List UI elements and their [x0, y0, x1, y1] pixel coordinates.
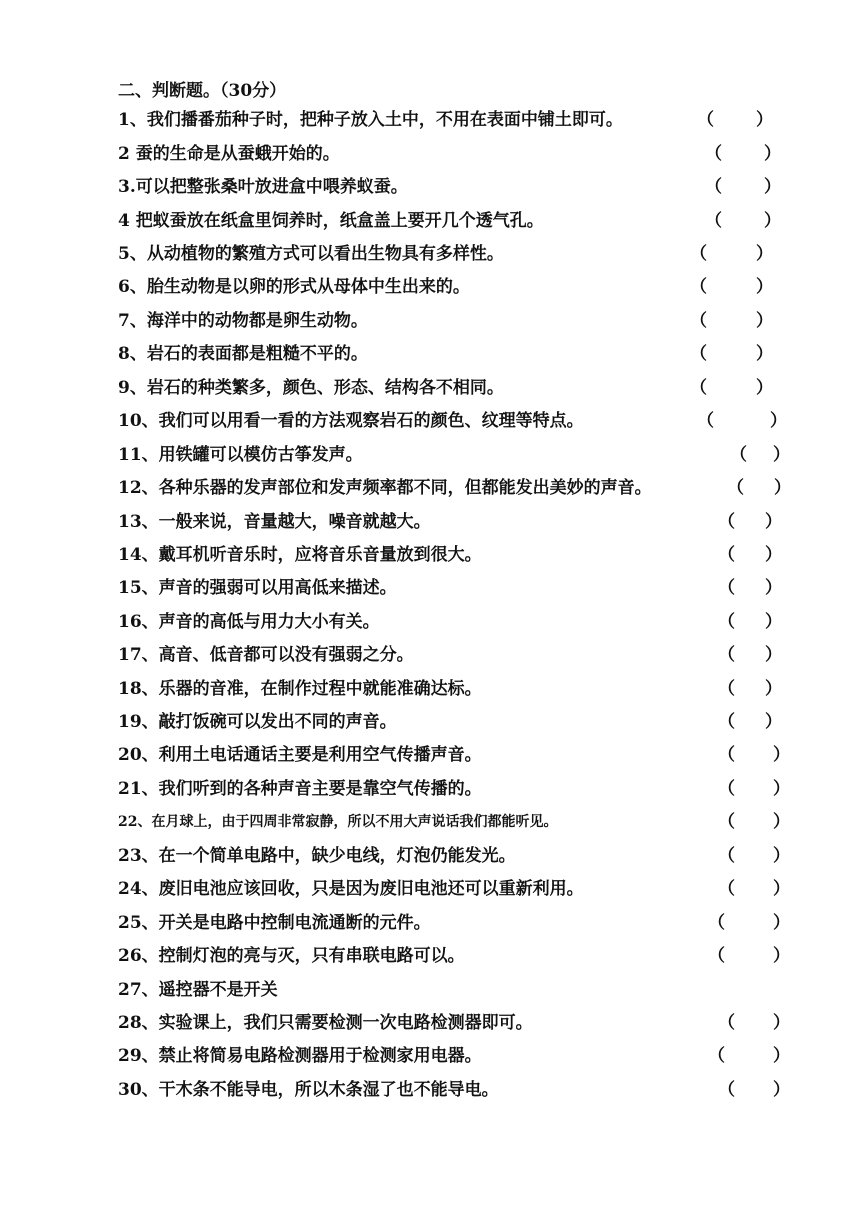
- open-paren: （: [697, 411, 714, 431]
- question-text: 12、各种乐器的发声部位和发声频率都不同，但都能发出美妙的声音。: [118, 478, 652, 498]
- close-paren: ）: [773, 745, 790, 765]
- close-paren: ）: [756, 344, 773, 364]
- close-paren: ）: [773, 879, 790, 899]
- question-text: 7、海洋中的动物都是卵生动物。: [118, 311, 368, 331]
- open-paren: （: [727, 478, 744, 498]
- open-paren: （: [730, 445, 747, 465]
- answer-blank[interactable]: [690, 376, 773, 400]
- open-paren: （: [718, 512, 735, 532]
- close-paren: ）: [765, 645, 782, 665]
- answer-blank[interactable]: [718, 1078, 790, 1102]
- answer-blank[interactable]: [718, 543, 782, 567]
- close-paren: ）: [765, 512, 782, 532]
- answer-blank[interactable]: [727, 476, 791, 500]
- open-paren: （: [690, 311, 707, 331]
- close-paren: ）: [773, 946, 790, 966]
- close-paren: ）: [773, 812, 790, 832]
- close-paren: ）: [764, 211, 781, 231]
- question-text: 24、废旧电池应该回收，只是因为废旧电池还可以重新利用。: [118, 879, 584, 899]
- question-text: 16、声音的高低与用力大小有关。: [118, 612, 380, 632]
- answer-blank[interactable]: [718, 643, 782, 667]
- open-paren: （: [708, 946, 725, 966]
- close-paren: ）: [765, 578, 782, 598]
- open-paren: （: [718, 712, 735, 732]
- answer-blank[interactable]: [708, 944, 790, 968]
- answer-blank[interactable]: [690, 342, 773, 366]
- answer-blank[interactable]: [718, 510, 782, 534]
- answer-blank[interactable]: [705, 142, 781, 166]
- open-paren: （: [718, 1080, 735, 1100]
- answer-blank[interactable]: [708, 911, 790, 935]
- close-paren: ）: [773, 1013, 790, 1033]
- open-paren: （: [690, 378, 707, 398]
- open-paren: （: [708, 913, 725, 933]
- close-paren: ）: [770, 411, 787, 431]
- open-paren: （: [718, 812, 735, 832]
- open-paren: （: [718, 1013, 735, 1033]
- answer-blank[interactable]: [705, 209, 781, 233]
- question-text: 26、控制灯泡的亮与灭，只有串联电路可以。: [118, 946, 465, 966]
- close-paren: ）: [756, 110, 773, 130]
- open-paren: （: [718, 846, 735, 866]
- answer-blank[interactable]: [718, 576, 782, 600]
- open-paren: （: [718, 545, 735, 565]
- open-paren: （: [705, 144, 722, 164]
- question-text: 28、实验课上，我们只需要检测一次电路检测器即可。: [118, 1013, 533, 1033]
- answer-blank[interactable]: [718, 777, 790, 801]
- close-paren: ）: [765, 679, 782, 699]
- answer-blank[interactable]: [690, 309, 773, 333]
- question-text: 9、岩石的种类繁多，颜色、形态、结构各不相同。: [118, 378, 504, 398]
- question-text: 29、禁止将简易电路检测器用于检测家用电器。: [118, 1046, 482, 1066]
- question-text: 23、在一个简单电路中，缺少电线，灯泡仍能发光。: [118, 846, 516, 866]
- close-paren: ）: [756, 277, 773, 297]
- open-paren: （: [697, 110, 714, 130]
- answer-blank[interactable]: [697, 409, 787, 433]
- section-title: 二、判断题。（30分）: [118, 81, 287, 101]
- question-text: 2 蚕的生命是从蚕蛾开始的。: [118, 144, 340, 164]
- answer-blank[interactable]: [697, 108, 773, 132]
- close-paren: ）: [764, 144, 781, 164]
- question-text: 6、胎生动物是以卵的形式从母体中生出来的。: [118, 277, 470, 297]
- close-paren: ）: [756, 378, 773, 398]
- question-text: 14、戴耳机听音乐时，应将音乐音量放到很大。: [118, 545, 482, 565]
- answer-blank[interactable]: [718, 877, 790, 901]
- answer-blank[interactable]: [718, 1011, 790, 1035]
- question-text: 30、干木条不能导电，所以木条湿了也不能导电。: [118, 1080, 499, 1100]
- question-text: 13、一般来说，音量越大，噪音就越大。: [118, 512, 431, 532]
- answer-blank[interactable]: [690, 275, 773, 299]
- open-paren: （: [690, 244, 707, 264]
- question-text: 21、我们听到的各种声音主要是靠空气传播的。: [118, 779, 482, 799]
- close-paren: ）: [765, 612, 782, 632]
- close-paren: ）: [756, 311, 773, 331]
- answer-blank[interactable]: [690, 242, 773, 266]
- open-paren: （: [718, 645, 735, 665]
- answer-blank[interactable]: [705, 175, 781, 199]
- question-text: 4 把蚁蚕放在纸盒里饲养时，纸盒盖上要开几个透气孔。: [118, 211, 544, 231]
- open-paren: （: [718, 612, 735, 632]
- open-paren: （: [705, 177, 722, 197]
- open-paren: （: [718, 879, 735, 899]
- question-text: 19、敲打饭碗可以发出不同的声音。: [118, 712, 397, 732]
- answer-blank[interactable]: [718, 677, 782, 701]
- open-paren: （: [718, 578, 735, 598]
- close-paren: ）: [756, 244, 773, 264]
- open-paren: （: [705, 211, 722, 231]
- question-text: 11、用铁罐可以模仿古筝发声。: [118, 445, 363, 465]
- question-text: 25、开关是电路中控制电流通断的元件。: [118, 913, 431, 933]
- close-paren: ）: [773, 913, 790, 933]
- close-paren: ）: [765, 545, 782, 565]
- close-paren: ）: [773, 1080, 790, 1100]
- open-paren: （: [708, 1046, 725, 1066]
- open-paren: （: [690, 277, 707, 297]
- close-paren: ）: [764, 177, 781, 197]
- close-paren: ）: [773, 779, 790, 799]
- close-paren: ）: [765, 712, 782, 732]
- open-paren: （: [718, 679, 735, 699]
- answer-blank[interactable]: [718, 743, 790, 767]
- answer-blank[interactable]: [718, 610, 782, 634]
- question-text: 18、乐器的音准，在制作过程中就能准确达标。: [118, 679, 482, 699]
- answer-blank[interactable]: [718, 844, 790, 868]
- close-paren: ）: [774, 478, 791, 498]
- open-paren: （: [690, 344, 707, 364]
- question-text: 22、在月球上，由于四周非常寂静，所以不用大声说话我们都能听见。: [118, 814, 558, 830]
- question-text: 17、高音、低音都可以没有强弱之分。: [118, 645, 414, 665]
- open-paren: （: [718, 779, 735, 799]
- open-paren: （: [718, 745, 735, 765]
- answer-blank[interactable]: [730, 443, 790, 467]
- answer-blank[interactable]: [708, 1044, 790, 1068]
- question-text: 5、从动植物的繁殖方式可以看出生物具有多样性。: [118, 244, 504, 264]
- close-paren: ）: [773, 846, 790, 866]
- question-text: 15、声音的强弱可以用高低来描述。: [118, 578, 397, 598]
- close-paren: ）: [773, 445, 790, 465]
- close-paren: ）: [773, 1046, 790, 1066]
- question-text: 27、遥控器不是开关: [118, 980, 278, 1000]
- question-text: 1、我们播番茄种子时，把种子放入土中，不用在表面中铺土即可。: [118, 110, 623, 130]
- question-text: 10、我们可以用看一看的方法观察岩石的颜色、纹理等特点。: [118, 411, 584, 431]
- question-text: 8、岩石的表面都是粗糙不平的。: [118, 344, 368, 364]
- answer-blank[interactable]: [718, 810, 790, 834]
- question-text: 20、利用土电话通话主要是利用空气传播声音。: [118, 745, 482, 765]
- question-text: 3.可以把整张桑叶放进盒中喂养蚁蚕。: [118, 177, 408, 197]
- answer-blank[interactable]: [718, 710, 782, 734]
